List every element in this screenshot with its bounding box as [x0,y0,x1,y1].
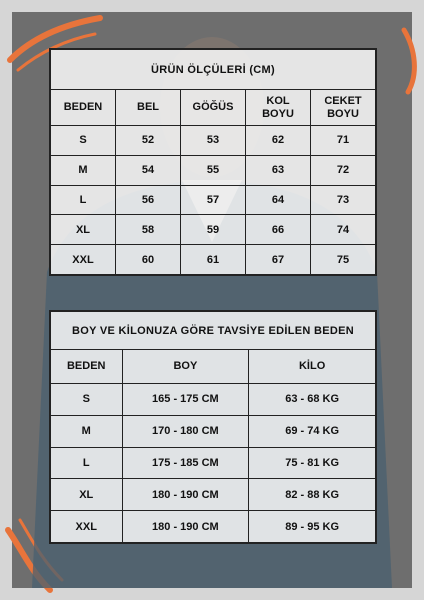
table1-cell: 73 [311,185,376,215]
table1-cell: 57 [181,185,246,215]
table-row [51,384,376,416]
table2-cell: 82 - 88 KG [249,479,376,511]
table1-cell: XL [51,215,116,245]
table1-cell: 71 [311,126,376,156]
table2-cell: L [51,447,123,479]
table1-cell: 72 [311,155,376,185]
table-row [51,126,376,156]
table1-cell: 64 [246,185,311,215]
table1-cell: L [51,185,116,215]
table1-cell: XXL [51,245,116,275]
table1-cell: 54 [116,155,181,185]
table2-cell: M [51,415,123,447]
table-row [51,215,376,245]
table2-cell: 170 - 180 CM [122,415,249,447]
table1-cell: 56 [116,185,181,215]
table2-cell: 175 - 185 CM [122,447,249,479]
table2-cell: XL [51,479,123,511]
table2-cell: 69 - 74 KG [249,415,376,447]
table1-cell: 60 [116,245,181,275]
table2-header-height: BOY [122,350,249,384]
table1-cell: S [51,126,116,156]
table1-cell: 61 [181,245,246,275]
table2-header-size: BEDEN [51,350,123,384]
table1-header-jacket-length: CEKET BOYU [311,90,376,126]
table-row [51,245,376,275]
table1-cell: 75 [311,245,376,275]
table-row [51,479,376,511]
table1-header-waist: BEL [116,90,181,126]
table2-cell: 180 - 190 CM [122,511,249,543]
table1-cell: 66 [246,215,311,245]
size-recommendation-table [49,310,377,544]
table1-cell: 53 [181,126,246,156]
table1-header-size: BEDEN [51,90,116,126]
table1-cell: 59 [181,215,246,245]
table2-cell: 180 - 190 CM [122,479,249,511]
table1-cell: 63 [246,155,311,185]
table2-cell: 75 - 81 KG [249,447,376,479]
table1-cell: 52 [116,126,181,156]
table1-header-sleeve: KOL BOYU [246,90,311,126]
table1-cell: 74 [311,215,376,245]
table1-cell: 55 [181,155,246,185]
table2-cell: 89 - 95 KG [249,511,376,543]
table2-cell: S [51,384,123,416]
table1-cell: 62 [246,126,311,156]
table2-header-weight: KİLO [249,350,376,384]
table-row [51,415,376,447]
table1-cell: 67 [246,245,311,275]
table-row [51,511,376,543]
table1-cell: 58 [116,215,181,245]
table1-cell: M [51,155,116,185]
table2-cell: 63 - 68 KG [249,384,376,416]
table1-header-chest: GÖĞÜS [181,90,246,126]
table-row [51,447,376,479]
table-row [51,185,376,215]
table2-title: BOY VE KİLONUZA GÖRE TAVSİYE EDİLEN BEDEN [51,312,376,350]
table1-title: ÜRÜN ÖLÇÜLERİ (CM) [51,50,376,90]
table-row [51,155,376,185]
table2-cell: XXL [51,511,123,543]
product-measurements-table [49,48,377,276]
table2-cell: 165 - 175 CM [122,384,249,416]
